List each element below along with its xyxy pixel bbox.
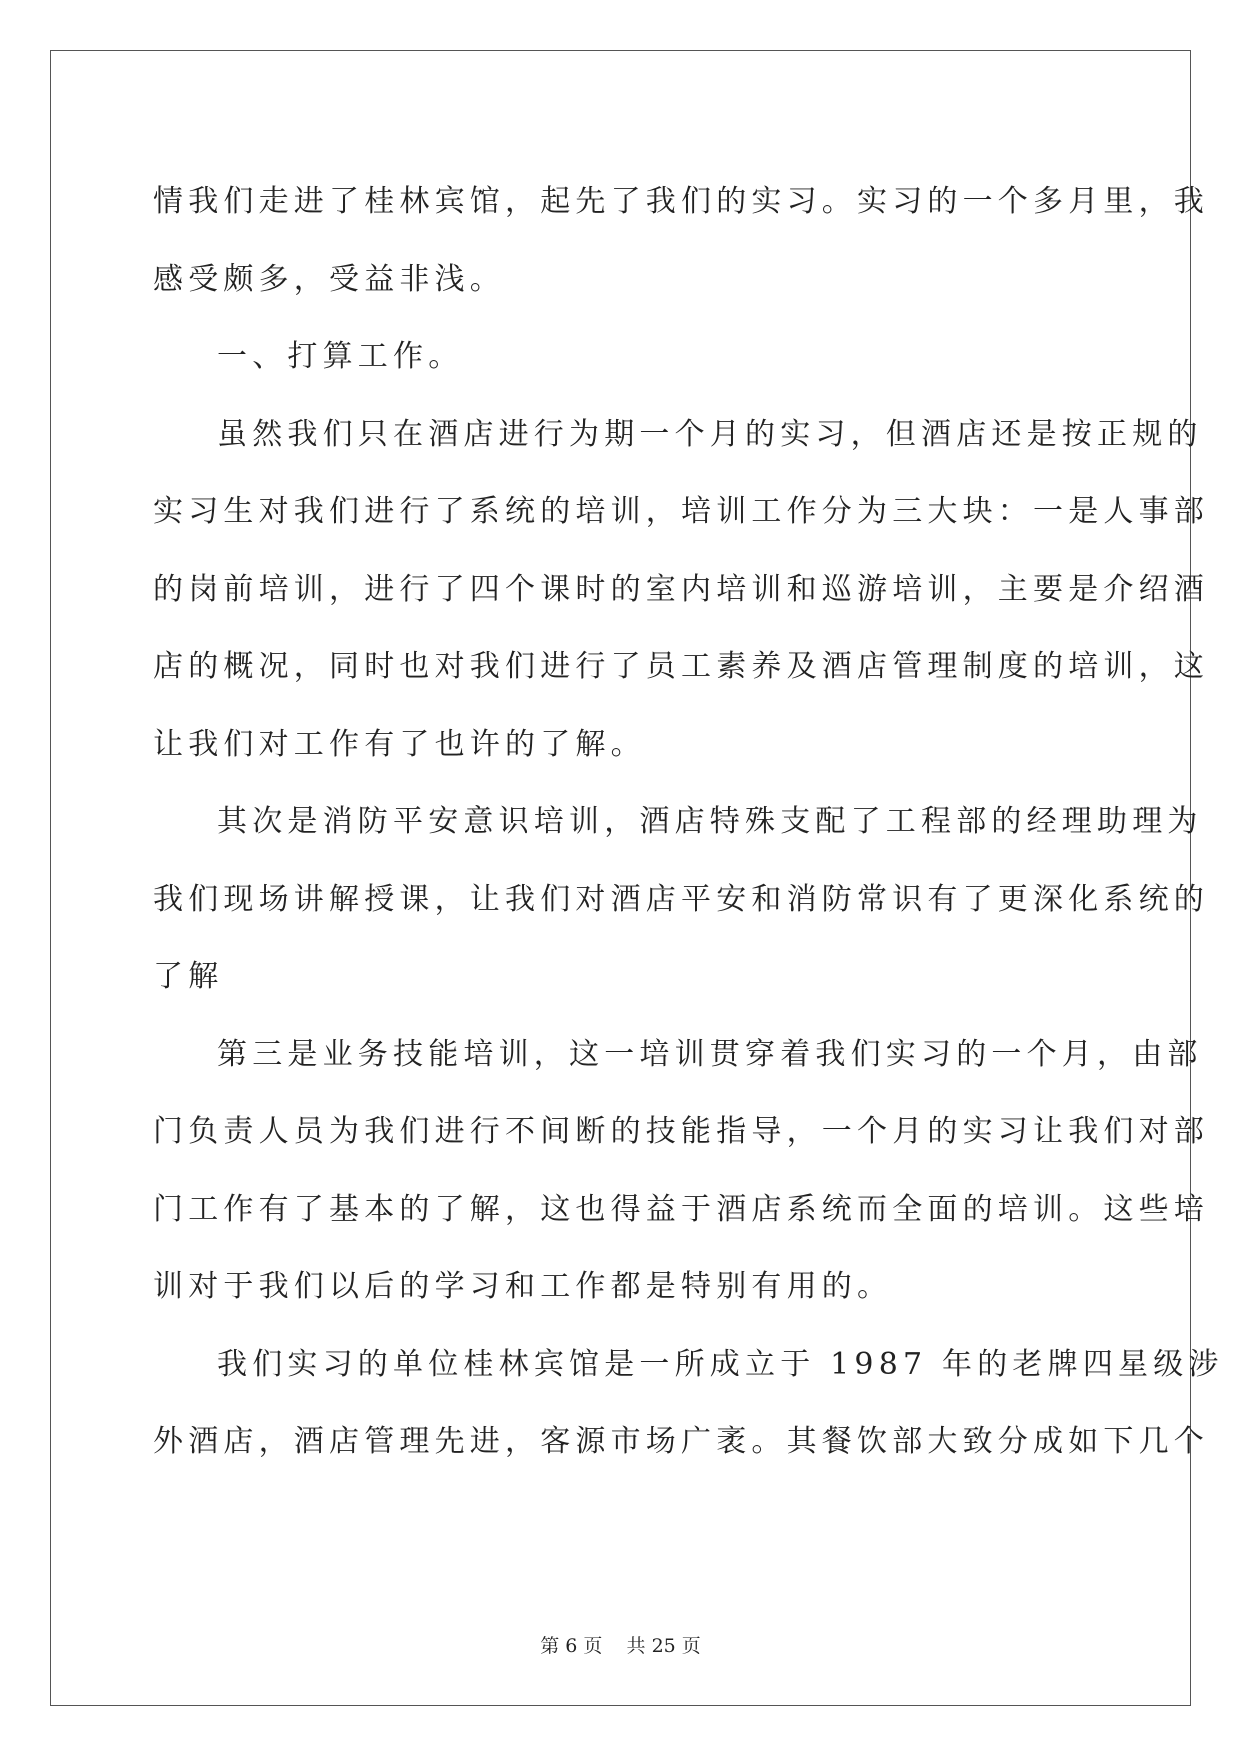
text-line: 门负责人员为我们进行不间断的技能指导，一个月的实习让我们对部	[153, 1114, 1209, 1149]
page-total: 共 25 页	[626, 1635, 701, 1657]
text-line: 训对于我们以后的学习和工作都是特别有用的。	[153, 1269, 893, 1304]
text-line: 的岗前培训，进行了四个课时的室内培训和巡游培训，主要是介绍酒	[153, 571, 1209, 607]
page-number: 第 6 页	[540, 1635, 603, 1657]
text-line: 其次是消防平安意识培训，酒店特殊支配了工程部的经理助理为	[217, 804, 1203, 839]
text-line: 我们实习的单位桂林宾馆是一所成立于 1987 年的老牌四星级涉	[217, 1346, 1224, 1382]
text-line: 情我们走进了桂林宾馆，起先了我们的实习。实习的一个多月里，我	[153, 184, 1209, 219]
text-line: 让我们对工作有了也许的了解。	[153, 726, 646, 762]
text-line: 感受颇多，受益非浅。	[153, 261, 505, 297]
document-text	[153, 163, 1224, 1481]
text-line: 我们现场讲解授课，让我们对酒店平安和消防常识有了更深化系统的	[153, 881, 1209, 917]
text-line: 第三是业务技能培训，这一培训贯穿着我们实习的一个月，由部	[217, 1036, 1203, 1072]
text-line: 了解	[153, 959, 224, 994]
page-footer	[0, 1631, 1241, 1658]
text-line: 实习生对我们进行了系统的培训，培训工作分为三大块：一是人事部	[153, 494, 1209, 529]
document-body	[153, 163, 1224, 1481]
text-line: 店的概况，同时也对我们进行了员工素养及酒店管理制度的培训，这	[153, 649, 1209, 684]
text-line: 一、打算工作。	[217, 339, 464, 374]
text-line: 虽然我们只在酒店进行为期一个月的实习，但酒店还是按正规的	[217, 416, 1203, 452]
text-line: 外酒店，酒店管理先进，客源市场广袤。其餐饮部大致分成如下几个	[153, 1424, 1209, 1459]
footer-spacer	[602, 1635, 626, 1657]
text-line: 门工作有了基本的了解，这也得益于酒店系统而全面的培训。这些培	[153, 1191, 1209, 1227]
